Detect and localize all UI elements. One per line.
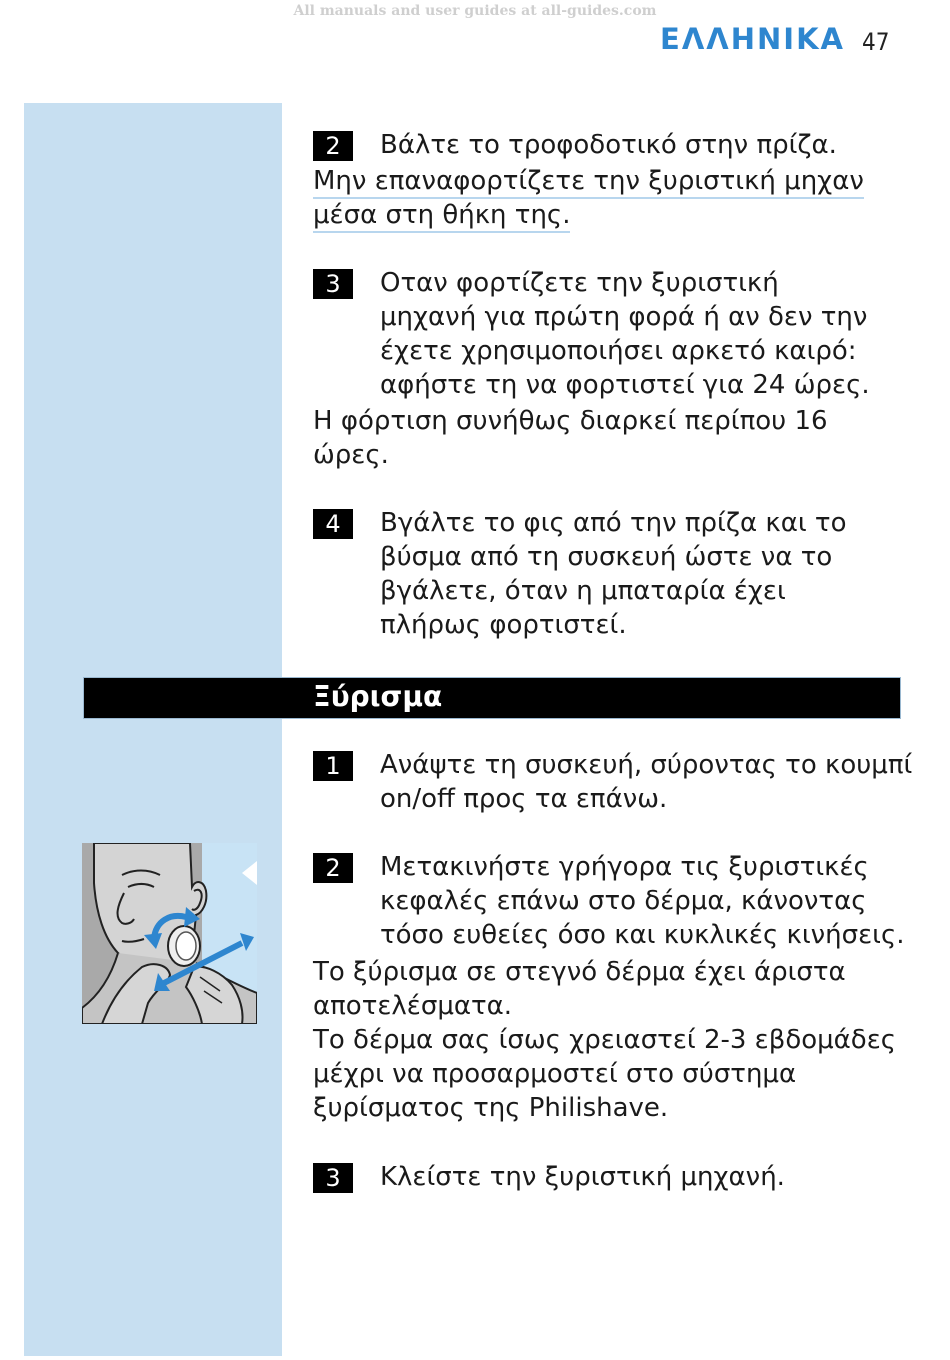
section-header-bar	[83, 677, 901, 719]
shaving-step-2-note1: Το ξύρισμα σε στεγνό δέρμα έχει άριστα αποτελέσματα.	[313, 957, 846, 1021]
shaving-face-illustration	[82, 843, 257, 1024]
step-3-note: Η φόρτιση συνήθως διαρκεί περίπου 16 ώρες.	[313, 406, 828, 470]
shaving-step-2-text: Μετακινήστε γρήγορα τις ξυριστικές κεφαλές επάνω στο δέρμα, κάνοντας τόσο ευθείες όσο και κυκλικές κινήσεις.	[380, 852, 905, 950]
step-2-note-line2: μέσα στη θήκη της.	[313, 200, 570, 233]
step-2-note	[313, 164, 903, 232]
step-4-text: Βγάλτε το φις από την πρίζα και το βύσμα από τη συσκευή ώστε να το βγάλετε, όταν η μπαταρία έχει πλήρως φορτιστεί.	[380, 508, 847, 640]
section-title: Ξύρισμα	[313, 680, 443, 713]
step-number-3: 3	[313, 269, 353, 299]
watermark: All manuals and user guides at all-guides.com	[293, 3, 657, 19]
step-2-text: Βάλτε το τροφοδοτικό στην πρίζα.	[380, 130, 837, 160]
step-3-text: Οταν φορτίζετε την ξυριστική μηχανή για πρώτη φορά ή αν δεν την έχετε χρησιμοποιήσει αρκετό καιρό: αφήστε τη να φορτιστεί για 24 ώρες.	[380, 268, 870, 400]
page-number: 47	[862, 28, 890, 56]
step-2-note-line1: Μην επαναφορτίζετε την ξυριστική μηχαν	[313, 166, 864, 199]
step-number-2: 2	[313, 131, 353, 161]
language-title: ΕΛΛΗΝΙΚΑ	[660, 22, 845, 56]
shaving-step-number-3: 3	[313, 1163, 353, 1193]
shaving-step-number-1: 1	[313, 751, 353, 781]
step-number-4: 4	[313, 509, 353, 539]
sidebar-panel	[24, 103, 282, 1356]
shaving-step-2-note2: Το δέρμα σας ίσως χρειαστεί 2-3 εβδομάδες μέχρι να προσαρμοστεί στο σύστημα ξυρίσματος της Philishave.	[313, 1025, 897, 1123]
shaving-step-3-text: Κλείστε την ξυριστική μηχανή.	[380, 1162, 785, 1192]
shaving-step-number-2: 2	[313, 853, 353, 883]
shaving-step-1-text: Ανάψτε τη συσκευή, σύροντας το κουμπί on/off προς τα επάνω.	[380, 750, 913, 814]
